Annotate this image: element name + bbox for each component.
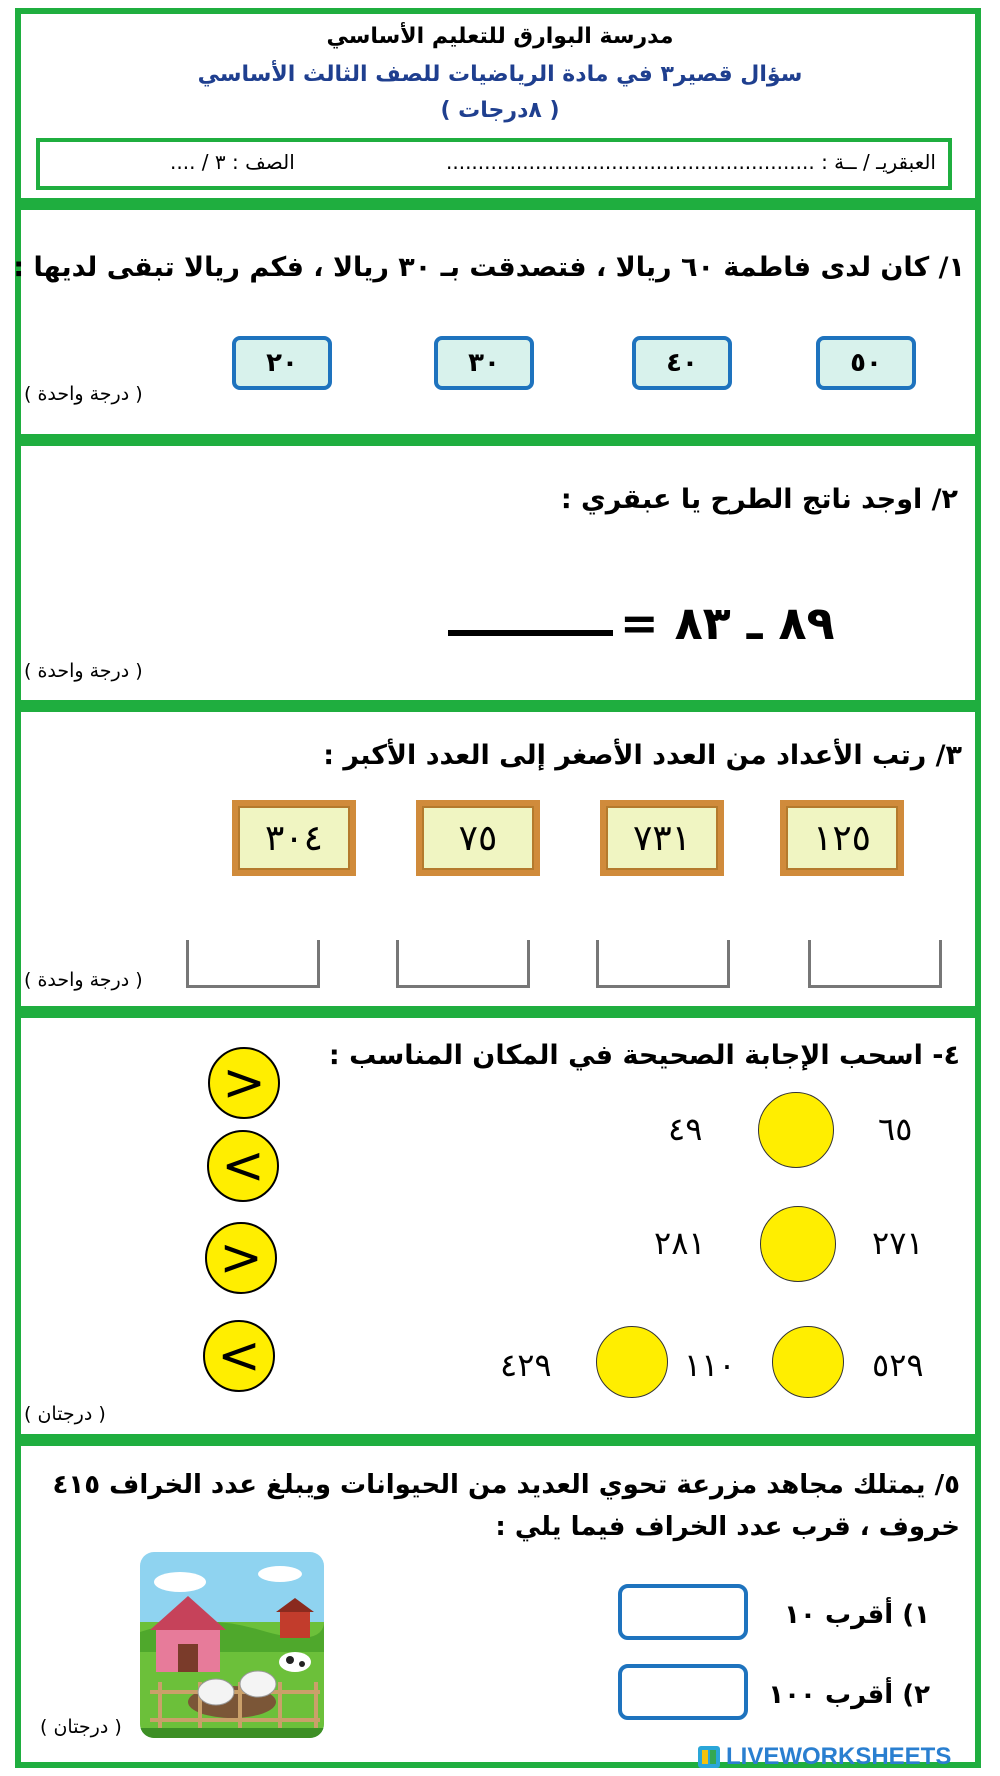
q5-item-1-label: ١) أقرب ١٠ <box>784 1600 930 1630</box>
question-1-section <box>15 204 981 440</box>
question-2-section <box>15 440 981 706</box>
q3-number-304-value: ٣٠٤ <box>238 806 350 870</box>
q4-row2-drop-circle[interactable] <box>760 1206 836 1282</box>
liveworksheets-logo <box>698 1742 1000 1772</box>
q5-grade: ( درجتان ) <box>40 1716 122 1738</box>
q5-answer-box-nearest-100[interactable] <box>618 1664 748 1720</box>
q2-answer-line[interactable] <box>448 630 613 636</box>
q3-number-75-value: ٧٥ <box>422 806 534 870</box>
q3-number-304[interactable] <box>232 800 356 876</box>
less-than-symbol-2[interactable]: < <box>203 1320 275 1392</box>
question-5-line-2: خروف ، قرب عدد الخراف فيما يلي : <box>495 1512 960 1542</box>
q3-number-75[interactable] <box>416 800 540 876</box>
q1-option-50[interactable]: ٥٠ <box>816 336 916 390</box>
q4-row1-right-number: ٤٩ <box>668 1110 703 1148</box>
q3-drop-slot-2[interactable] <box>596 940 730 988</box>
q4-row3-drop-circle-1[interactable] <box>772 1326 844 1398</box>
q2-equation: ٨٩ ـ ٨٣ = <box>620 596 835 650</box>
q3-drop-slot-3[interactable] <box>396 940 530 988</box>
q1-option-30[interactable]: ٣٠ <box>434 336 534 390</box>
q4-row2-right-number: ٢٨١ <box>654 1224 706 1262</box>
q2-grade: ( درجة واحدة ) <box>24 660 143 682</box>
worksheet-marks: ( ٨درجات ) <box>440 98 560 123</box>
farm-sheep-illustration <box>140 1552 324 1738</box>
q4-grade: ( درجتان ) <box>24 1403 106 1425</box>
q4-row2-left-number: ٢٧١ <box>872 1224 924 1262</box>
q5-item-2-label: ٢) أقرب ١٠٠ <box>768 1680 930 1710</box>
q4-row1-left-number: ٦٥ <box>878 1110 913 1148</box>
q3-grade: ( درجة واحدة ) <box>24 969 143 991</box>
question-5-line-1: ٥/ يمتلك مجاهد مزرعة تحوي العديد من الحيوانات ويبلغ عدد الخراف ٤١٥ <box>52 1470 960 1500</box>
less-than-symbol-1[interactable]: < <box>207 1130 279 1202</box>
class-field[interactable]: الصف : ٣ / .... <box>170 150 295 174</box>
q4-row3-number-429: ٤٢٩ <box>500 1346 552 1384</box>
q4-row3-number-529: ٥٢٩ <box>872 1346 924 1384</box>
liveworksheets-logo-icon <box>698 1746 720 1768</box>
q3-number-125[interactable] <box>780 800 904 876</box>
student-info-box <box>36 138 952 190</box>
q3-number-125-value: ١٢٥ <box>786 806 898 870</box>
q4-row1-drop-circle[interactable] <box>758 1092 834 1168</box>
question-1-text: ١/ كان لدى فاطمة ٦٠ ريالا ، فتصدقت بـ ٣٠ ريالا ، فكم ريالا تبقى لديها : <box>13 252 965 283</box>
greater-than-symbol-1[interactable]: > <box>208 1047 280 1119</box>
q3-number-731-value: ٧٣١ <box>606 806 718 870</box>
greater-than-symbol-2[interactable]: > <box>205 1222 277 1294</box>
q5-answer-box-nearest-10[interactable] <box>618 1584 748 1640</box>
q3-drop-slot-4[interactable] <box>186 940 320 988</box>
school-name: مدرسة البوارق للتعليم الأساسي <box>326 24 674 49</box>
liveworksheets-brand-text: LIVEWORKSHEETS <box>726 1743 952 1770</box>
student-name-field[interactable]: العبقريـ / ــة : .......................................................... <box>446 150 936 174</box>
q1-option-40[interactable]: ٤٠ <box>632 336 732 390</box>
question-3-text: ٣/ رتب الأعداد من العدد الأصغر إلى العدد الأكبر : <box>323 740 962 771</box>
question-4-text: ٤- اسحب الإجابة الصحيحة في المكان المناسب : <box>328 1040 960 1071</box>
q3-number-731[interactable] <box>600 800 724 876</box>
farm-illustration-svg <box>140 1552 324 1738</box>
worksheet-subtitle: سؤال قصير٣ في مادة الرياضيات للصف الثالث الأساسي <box>197 62 803 87</box>
q1-grade: ( درجة واحدة ) <box>24 383 143 405</box>
q1-option-20[interactable]: ٢٠ <box>232 336 332 390</box>
q3-drop-slot-1[interactable] <box>808 940 942 988</box>
q4-row3-number-110: ١١٠ <box>684 1346 736 1384</box>
question-2-text: ٢/ اوجد ناتج الطرح يا عبقري : <box>560 484 958 515</box>
q4-row3-drop-circle-2[interactable] <box>596 1326 668 1398</box>
